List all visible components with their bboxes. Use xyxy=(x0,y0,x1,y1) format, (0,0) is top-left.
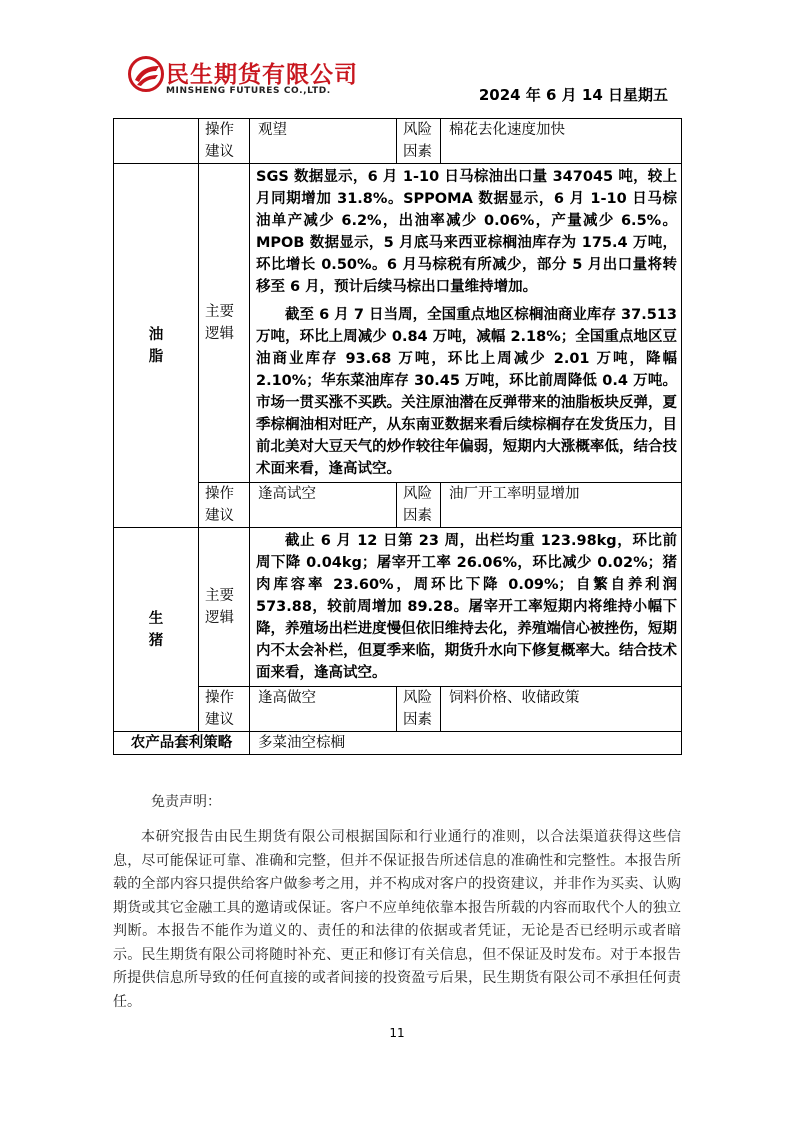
oil-operation-value: 逢高试空 xyxy=(250,483,397,528)
arbitrage-strategy-value: 多菜油空棕榈 xyxy=(250,732,682,755)
operation-value: 观望 xyxy=(250,119,397,164)
disclaimer-title: 免责声明： xyxy=(151,794,221,810)
report-date: 2024 年 6 月 14 日星期五 xyxy=(478,86,668,104)
minsheng-logo-icon xyxy=(128,56,164,92)
table-row xyxy=(114,164,682,483)
disclaimer-section xyxy=(113,790,681,1014)
oil-logic-paragraph-1: SGS 数据显示，6 月 1-10 日马棕油出口量 347045 吨，较上月同期增加 31.8%。SPPOMA 数据显示，6 月 1-10 日马棕油单产减少 6.2%，出油率减少 0.06%，产量减少 6.5%。MPOB 数据显示，5 月底马来西亚棕榈油库存为 175.4 万吨，环比增长 0.50%。6 月马棕税有所减少，部分 5 月出口量将转移至 6 月，预计后续马棕出口量维持增加。 xyxy=(256,169,677,295)
hog-logic-text xyxy=(250,528,682,687)
table-row xyxy=(114,528,682,687)
hog-logic-paragraph-1: 截止 6 月 12 日第 23 周，出栏均重 123.98kg，环比前周下降 0.04kg；屠宰开工率 26.06%，环比减少 0.02%；猪肉库容率 23.60%，周环比下降 0.09%；自繁自养利润 573.88，较前周增加 89.28。屠宰开工率短期内将维持小幅下降，养殖场出栏进度慢但依旧维持去化，养殖端信心被挫伤，短期内不太会补栏，但夏季来临，期货升水向下修复概率大。结合技术面来看，逢高试空。 xyxy=(256,533,677,681)
company-name-cn: 民生期货有限公司 xyxy=(166,62,358,88)
risk-value: 棉花去化速度加快 xyxy=(441,119,682,164)
oil-logic-paragraph-2: 截至 6 月 7 日当周，全国重点地区棕榈油商业库存 37.513 万吨，环比上周减少 0.84 万吨，减幅 2.18%；全国重点地区豆油商业库存 93.68 万吨，环比上周减少 2.01 万吨，降幅 2.10%；华东菜油库存 30.45 万吨，环比前周降低 0.4 万吨。市场一贯买涨不买跌。关注原油潜在反弹带来的油脂板块反弹，夏季棕榈油相对旺产，从东南亚数据来看后续棕榈存在发货压力，目前北美对大豆天气的炒作较往年偏弱，短期内大涨概率低，结合技术面来看，逢高试空。 xyxy=(256,307,677,477)
category-oil: 油脂 xyxy=(114,164,199,528)
arbitrage-strategy-label: 农产品套利策略 xyxy=(114,732,250,755)
logic-label: 主要逻辑 xyxy=(199,528,250,687)
company-name-en: MINSHENG FUTURES CO.,LTD. xyxy=(166,86,331,96)
oil-logic-text xyxy=(250,164,682,483)
table-row xyxy=(114,732,682,755)
strategy-table xyxy=(113,118,682,755)
oil-risk-value: 油厂开工率明显增加 xyxy=(441,483,682,528)
operation-label: 操作建议 xyxy=(199,119,250,164)
table-row xyxy=(114,119,682,164)
logic-label: 主要逻辑 xyxy=(199,164,250,483)
page-header xyxy=(0,0,794,118)
hog-risk-value: 饲料价格、收储政策 xyxy=(441,687,682,732)
disclaimer-body: 本研究报告由民生期货有限公司根据国际和行业通行的准则，以合法渠道获得这些信息，尽可能保证可靠、准确和完整，但并不保证报告所述信息的准确性和完整性。本报告所载的全部内容只提供给客户做参考之用，并不构成对客户的投资建议，并非作为买卖、认购期货或其它金融工具的邀请或保证。客户不应单纯依靠本报告所载的内容而取代个人的独立判断。本报告不能作为道义的、责任的和法律的依据或者凭证，无论是否已经明示或者暗示。民生期货有限公司将随时补充、更正和修订有关信息，但不保证及时发布。对于本报告所提供信息所导致的任何直接的或者间接的投资盈亏后果，民生期货有限公司不承担任何责任。 xyxy=(113,829,681,1010)
page-number: 11 xyxy=(389,1026,405,1040)
category-hog: 生猪 xyxy=(114,528,199,732)
operation-label: 操作建议 xyxy=(199,483,250,528)
table-row xyxy=(114,687,682,732)
table-row xyxy=(114,483,682,528)
risk-label: 风险因素 xyxy=(397,119,441,164)
hog-operation-value: 逢高做空 xyxy=(250,687,397,732)
risk-label: 风险因素 xyxy=(397,483,441,528)
category-cell-empty xyxy=(114,119,199,164)
risk-label: 风险因素 xyxy=(397,687,441,732)
operation-label: 操作建议 xyxy=(199,687,250,732)
